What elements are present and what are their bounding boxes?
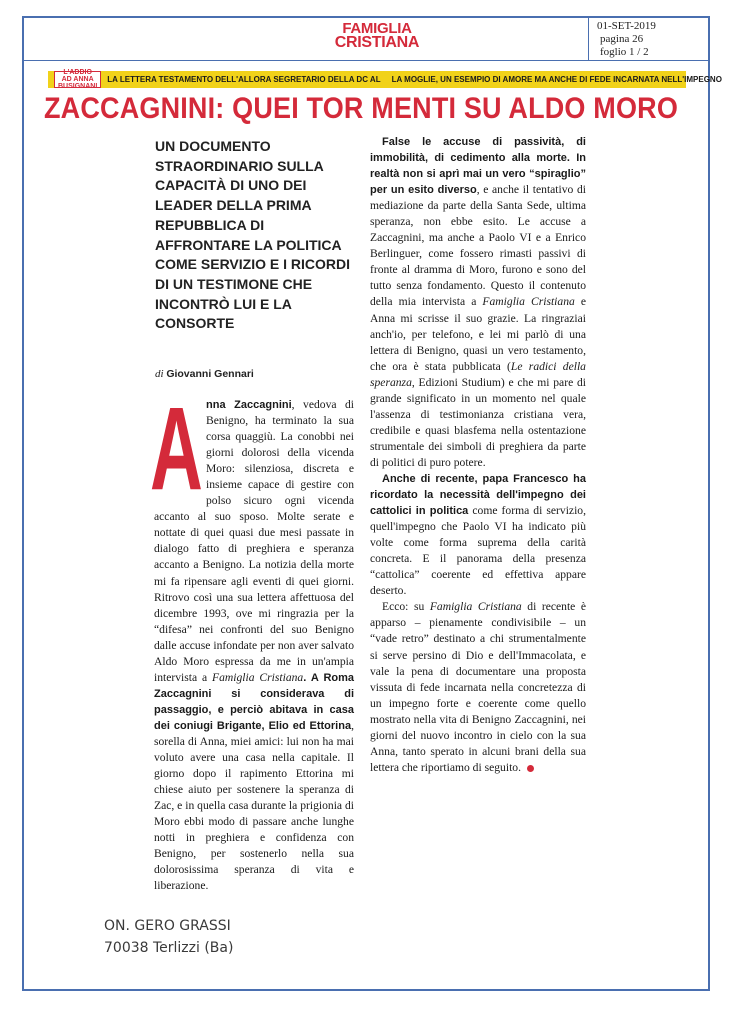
logo-line2: CRISTIANA xyxy=(334,34,420,51)
drop-cap: A xyxy=(150,383,203,515)
header-divider xyxy=(22,60,710,61)
body-p4-a: Ecco: su xyxy=(382,600,430,614)
body-p4-b: di recente è apparso – pienamente condivisibile – un “vade retro” destinato a chi strumentalmente si serve persino di Dio e dell'Immacolata, e vale la pena di documentare una proposta vissuta di fede incarnata nella concretezza di un impegno forte e coerente come quello mostrato nella vita di Benigno Zaccagnini, nei giorni del nuovo incontro in cielo con la sua Anna, tanto sperato in alcuni brani della sua lettera che riportiamo di seguito. xyxy=(370,600,587,774)
body-p2-bold: False le accuse di passività, di immobilità, di cedimento alla morte. In realtà non si aprì mai un vero “spiraglio” per un esito diverso xyxy=(370,136,586,197)
kicker-text-2: LA MOGLIE, UN ESEMPIO DI AMORE MA ANCHE DI FEDE INCARNATA NELL'IMPEGNO xyxy=(391,75,722,84)
owner-line2: 70038 Terlizzi (Ba) xyxy=(104,940,234,956)
byline xyxy=(155,368,254,380)
stamp-page: pagina 26 xyxy=(600,33,644,45)
body-p1-c: , sorella di Anna, miei amici: lui non ha mai voluto avere una casa nella capitale. Il giorno dopo il rapimento Ettorina mi chiese aiuto per sostenere la speranza di Zac, e in quella casa durante la prigionia di Moro ebbi modo di passare anche lunghe notti in preghiera e confidenza con Benigno, per sostenerlo nella sua dolorosissima speranza di vita e liberazione. xyxy=(154,718,354,893)
stamp-date: 01-SET-2019 xyxy=(597,20,656,32)
body-p2-a: , e anche il tentativo di mediazione da parte della Santa Sede, ultima speranza, non ebbe esito. Le accuse a Zaccagnini, ma anche a Paolo VI e a Enrico Berlinguer, come fossero rimasti passivi di fronte al dramma di Moro, furono e sono del tutto senza fondamento. Questo il contenuto della mia intervista a xyxy=(370,183,586,309)
byline-prefix: di xyxy=(155,368,164,380)
kicker-tag xyxy=(54,71,101,88)
body-p1-bold: . A Roma Zaccagnini si considerava di passaggio, e perciò abitava in casa dei coniugi Brigante, Elio ed Ettorina xyxy=(154,671,355,732)
owner-line1: ON. GERO GRASSI xyxy=(104,918,231,934)
logo-line1: FAMIGLIA xyxy=(342,20,412,37)
body-p2-magazine: Famiglia Cristiana xyxy=(482,295,575,309)
body-p1-a: , vedova di Benigno, ha terminato la sua corsa quaggiù. La conobbi nei giorni dolorosi della vicenda Moro: silenziosa, discreta e insieme capace di gestire con polso sicuro ogni vicenda accanto al suo sposo. Molte serate e nottate di quei quasi due mesi passate in dialogo fatto di preghiera e speranza accanto a Benigno. La notizia della morte mi fa ripensare agli eventi di quei giorni. Ritrovo così una sua lettera affettuosa del dicembre 1993, ove mi ringrazia per la “difesa” nei confronti del suo Benigno dalle accuse infondate per non aver salvato Aldo Moro espressa da me in un'ampia intervista a xyxy=(154,398,354,684)
article-title: ZACCAGNINI: QUEI TOR MENTI SU ALDO MORO xyxy=(44,92,679,125)
body-p3-a: come forma di servizio, quell'impegno che Paolo VI ha indicato più volte come forma suprema della carità concreta. E il panorama della presenza “cattolica” coerente ed effettiva appare deserto. xyxy=(370,504,586,598)
clipping-owner xyxy=(104,915,233,959)
stamp-divider xyxy=(588,16,589,61)
kicker-text-1: LA LETTERA TESTAMENTO DELL'ALLORA SEGRETARIO DELLA DC AL xyxy=(107,75,381,84)
body-p2-c: , Edizioni Studium) e che mi pare di grande significato in un momento nel quale l'assenza di testimonianza cristiana vera, credibile e quasi blasfema nella ostentazione strumentale dei simboli di preghiera da parte di politici di puro potere. xyxy=(370,375,586,469)
end-mark-icon xyxy=(527,765,534,772)
press-clipping-stamp xyxy=(597,20,656,59)
page-frame xyxy=(22,16,710,991)
article-subtitle: UN DOCUMENTO STRAORDINARIO SULLA CAPACITÀ DI UNO DEI LEADER DELLA PRIMA REPUBBLICA DI AFFRONTARE LA POLITICA COME SERVIZIO E I RICORDI DI UN TESTIMONE CHE INCONTRÒ LUI E LA CONSORTE xyxy=(155,138,350,332)
lead-name: nna Zaccagnini xyxy=(206,399,292,411)
kicker-bar xyxy=(48,69,722,90)
body-p4-magazine: Famiglia Cristiana xyxy=(429,600,522,614)
body-p3-bold: Anche di recente, papa Francesco ha ricordato la necessità dell'impegno dei cattolici in politica xyxy=(370,472,586,518)
kicker-tag-line1: L'ADDIO AD ANNA xyxy=(61,69,94,83)
byline-author: Giovanni Gennari xyxy=(166,368,254,380)
body-p2-b: e Anna mi scrisse il suo grazie. La ringraziai anch'io, per telefono, e lei mi parlò di una lettera di Benigno, quasi un vero testamento, che ora è stata pubblicata ( xyxy=(370,295,586,373)
magazine-logo xyxy=(332,22,422,50)
article-column-1 xyxy=(150,383,355,894)
article-column-2 xyxy=(370,134,586,776)
body-p2-book: Le radici della speranza xyxy=(370,359,586,389)
body-p1-magazine: Famiglia Cristiana xyxy=(212,670,304,684)
stamp-sheet: foglio 1 / 2 xyxy=(600,46,649,58)
kicker-tag-line2: BUSIGNANI xyxy=(58,83,98,90)
